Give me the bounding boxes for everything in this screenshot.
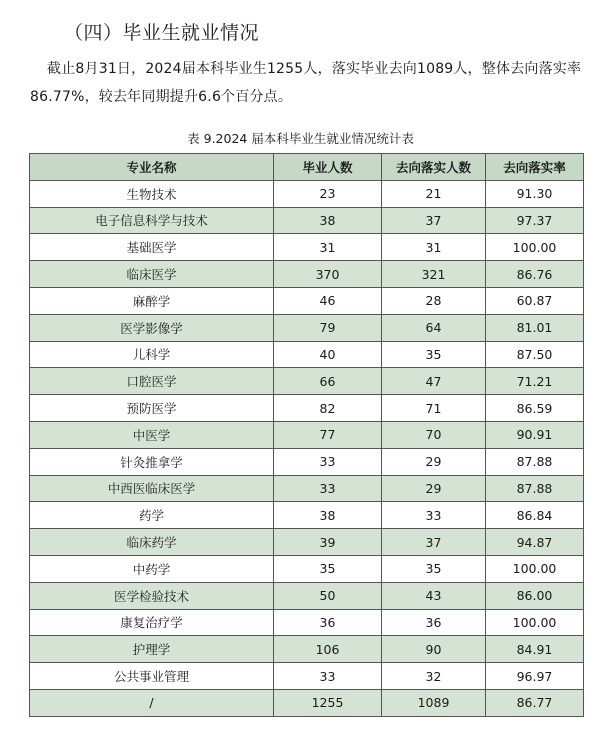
cell-rate: 91.30	[486, 180, 584, 207]
summary-paragraph: 截止8月31日，2024届本科毕业生1255人，落实毕业去向1089人，整体去向落实率86.77%，较去年同期提升6.6个百分点。	[30, 61, 582, 105]
table-row	[30, 448, 584, 475]
cell-rate: 90.91	[486, 421, 584, 448]
cell-graduates: 82	[274, 395, 382, 422]
table-header-row	[30, 154, 584, 181]
cell-graduates: 35	[274, 555, 382, 582]
cell-graduates: 31	[274, 234, 382, 261]
table-row	[30, 287, 584, 314]
table-row	[30, 609, 584, 636]
cell-placed: 70	[382, 421, 486, 448]
cell-graduates: 33	[274, 448, 382, 475]
table-row	[30, 314, 584, 341]
cell-graduates: 370	[274, 261, 382, 288]
cell-graduates: 33	[274, 663, 382, 690]
cell-rate: 86.00	[486, 582, 584, 609]
cell-graduates: 66	[274, 368, 382, 395]
cell-placed: 36	[382, 609, 486, 636]
cell-placed: 31	[382, 234, 486, 261]
cell-major: /	[30, 689, 274, 716]
header-placed: 去向落实人数	[382, 154, 486, 181]
cell-major: 生物技术	[30, 180, 274, 207]
cell-graduates: 38	[274, 207, 382, 234]
table-row	[30, 368, 584, 395]
cell-placed: 90	[382, 636, 486, 663]
cell-rate: 100.00	[486, 234, 584, 261]
cell-placed: 37	[382, 207, 486, 234]
cell-rate: 100.00	[486, 609, 584, 636]
header-major: 专业名称	[30, 154, 274, 181]
cell-major: 针灸推拿学	[30, 448, 274, 475]
cell-major: 电子信息科学与技术	[30, 207, 274, 234]
table-row	[30, 663, 584, 690]
cell-major: 中医学	[30, 421, 274, 448]
table-row	[30, 421, 584, 448]
cell-graduates: 39	[274, 529, 382, 556]
cell-placed: 28	[382, 287, 486, 314]
cell-placed: 33	[382, 502, 486, 529]
cell-major: 中药学	[30, 555, 274, 582]
cell-graduates: 1255	[274, 689, 382, 716]
cell-placed: 1089	[382, 689, 486, 716]
cell-rate: 100.00	[486, 555, 584, 582]
cell-placed: 21	[382, 180, 486, 207]
table-row	[30, 475, 584, 502]
cell-major: 临床医学	[30, 261, 274, 288]
cell-major: 基础医学	[30, 234, 274, 261]
table-caption: 表 9.2024 届本科毕业生就业情况统计表	[187, 131, 414, 146]
cell-rate: 86.77	[486, 689, 584, 716]
table-row	[30, 636, 584, 663]
cell-placed: 32	[382, 663, 486, 690]
cell-placed: 37	[382, 529, 486, 556]
table-row	[30, 341, 584, 368]
cell-placed: 35	[382, 555, 486, 582]
table-row	[30, 582, 584, 609]
cell-major: 口腔医学	[30, 368, 274, 395]
cell-graduates: 23	[274, 180, 382, 207]
cell-rate: 87.88	[486, 448, 584, 475]
table-row	[30, 529, 584, 556]
cell-graduates: 33	[274, 475, 382, 502]
cell-rate: 86.84	[486, 502, 584, 529]
cell-rate: 84.91	[486, 636, 584, 663]
header-graduates: 毕业人数	[274, 154, 382, 181]
cell-graduates: 40	[274, 341, 382, 368]
cell-graduates: 77	[274, 421, 382, 448]
cell-major: 公共事业管理	[30, 663, 274, 690]
cell-graduates: 106	[274, 636, 382, 663]
cell-major: 麻醉学	[30, 287, 274, 314]
cell-rate: 97.37	[486, 207, 584, 234]
cell-major: 医学检验技术	[30, 582, 274, 609]
cell-rate: 86.76	[486, 261, 584, 288]
cell-rate: 60.87	[486, 287, 584, 314]
cell-rate: 87.88	[486, 475, 584, 502]
table-row	[30, 207, 584, 234]
table-row	[30, 234, 584, 261]
cell-rate: 94.87	[486, 529, 584, 556]
cell-major: 医学影像学	[30, 314, 274, 341]
cell-placed: 321	[382, 261, 486, 288]
table-row	[30, 180, 584, 207]
cell-rate: 71.21	[486, 368, 584, 395]
cell-graduates: 79	[274, 314, 382, 341]
table-row	[30, 502, 584, 529]
cell-placed: 71	[382, 395, 486, 422]
table-row	[30, 395, 584, 422]
cell-rate: 86.59	[486, 395, 584, 422]
cell-placed: 64	[382, 314, 486, 341]
cell-graduates: 36	[274, 609, 382, 636]
section-heading: （四）毕业生就业情况	[64, 22, 260, 44]
employment-table	[29, 153, 584, 717]
cell-placed: 29	[382, 475, 486, 502]
cell-placed: 29	[382, 448, 486, 475]
table-total-row	[30, 689, 584, 716]
header-rate: 去向落实率	[486, 154, 584, 181]
cell-placed: 43	[382, 582, 486, 609]
cell-rate: 87.50	[486, 341, 584, 368]
cell-major: 临床药学	[30, 529, 274, 556]
cell-rate: 81.01	[486, 314, 584, 341]
cell-major: 护理学	[30, 636, 274, 663]
table-row	[30, 261, 584, 288]
cell-major: 康复治疗学	[30, 609, 274, 636]
table-row	[30, 555, 584, 582]
cell-major: 预防医学	[30, 395, 274, 422]
cell-major: 中西医临床医学	[30, 475, 274, 502]
cell-graduates: 38	[274, 502, 382, 529]
cell-major: 药学	[30, 502, 274, 529]
cell-rate: 96.97	[486, 663, 584, 690]
cell-placed: 47	[382, 368, 486, 395]
cell-graduates: 46	[274, 287, 382, 314]
cell-major: 儿科学	[30, 341, 274, 368]
cell-placed: 35	[382, 341, 486, 368]
cell-graduates: 50	[274, 582, 382, 609]
